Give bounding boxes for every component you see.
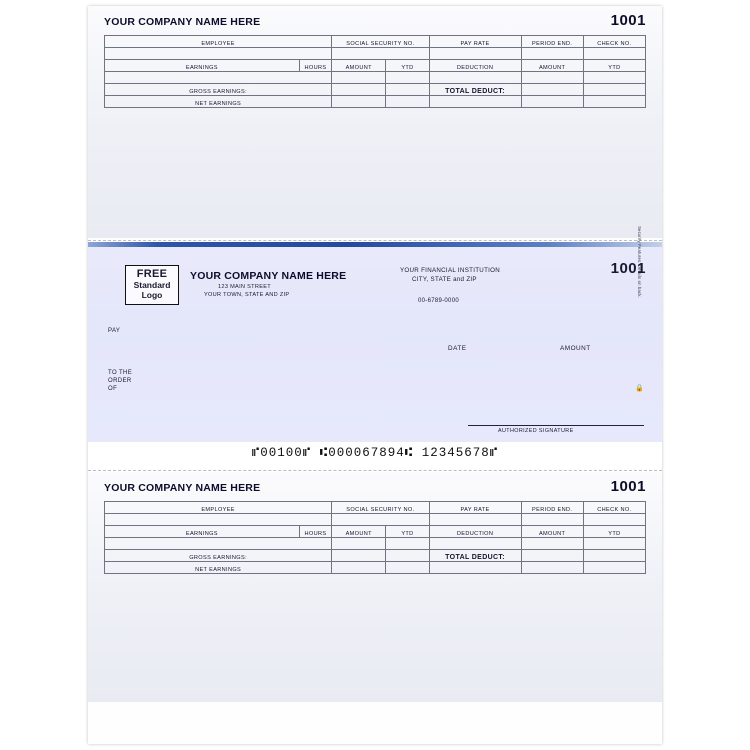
table-row (105, 84, 646, 96)
label-net-earnings: NET EARNINGS (105, 562, 332, 574)
col-header-period-end: PERIOD END. (521, 502, 583, 514)
security-features-note: Security Features. Details on back. (637, 226, 642, 298)
col-header-deduction: DEDUCTION (429, 526, 521, 538)
logo-line-standard: Standard (133, 280, 171, 290)
date-label: DATE (448, 345, 467, 352)
col-header-deduction-ytd: YTD (583, 60, 645, 72)
field-employee[interactable] (105, 48, 332, 60)
table-row (105, 550, 646, 562)
col-header-ssn: SOCIAL SECURITY NO. (332, 36, 429, 48)
field-net-deduction[interactable] (429, 96, 521, 108)
label-total-deduct: TOTAL DEDUCT: (429, 550, 521, 562)
check-number: 1001 (610, 12, 646, 29)
field-earnings-amount-body[interactable] (332, 72, 386, 84)
field-total-deduct[interactable] (521, 84, 583, 96)
field-deduction-ytd-body[interactable] (583, 538, 645, 550)
field-net-earnings-ytd[interactable] (386, 562, 429, 574)
check-number: 1001 (610, 260, 646, 277)
field-earnings-ytd-body[interactable] (386, 72, 429, 84)
field-gross-earnings-ytd[interactable] (386, 84, 429, 96)
perforation-line-bottom (88, 470, 662, 471)
signature-line (468, 425, 644, 426)
field-total-deduct-ytd[interactable] (583, 550, 645, 562)
table-row (105, 60, 646, 72)
label-total-deduct: TOTAL DEDUCT: (429, 84, 521, 96)
col-header-hours: HOURS (299, 60, 331, 72)
col-header-pay-rate: PAY RATE (429, 36, 521, 48)
micr-line: ⑈00100⑈ ⑆000067894⑆ 12345678⑈ (88, 442, 662, 468)
top-stub-content (100, 6, 650, 238)
field-employee[interactable] (105, 514, 332, 526)
pay-label: PAY (108, 328, 121, 334)
order-label-line3: OF (108, 386, 118, 392)
top-stub-table (104, 35, 646, 108)
field-total-deduct-ytd[interactable] (583, 84, 645, 96)
top-pay-stub (88, 6, 662, 238)
field-deduction-amount-body[interactable] (521, 72, 583, 84)
field-check-no[interactable] (583, 514, 645, 526)
table-row (105, 538, 646, 550)
col-header-deduction-amount: AMOUNT (521, 60, 583, 72)
field-deduction-ytd-body[interactable] (583, 72, 645, 84)
perforation-line-top (88, 240, 662, 241)
label-gross-earnings: GROSS EARNINGS: (105, 84, 332, 96)
field-net-deduction-amount[interactable] (521, 562, 583, 574)
field-net-earnings[interactable] (332, 96, 386, 108)
check-content (100, 226, 650, 442)
table-row (105, 96, 646, 108)
table-row (105, 48, 646, 60)
field-gross-earnings[interactable] (332, 550, 386, 562)
check-body (88, 226, 662, 442)
col-header-amount: AMOUNT (332, 60, 386, 72)
col-header-check-no: CHECK NO. (583, 502, 645, 514)
field-period-end[interactable] (521, 48, 583, 60)
lock-icon: 🔒 (635, 385, 644, 392)
col-header-hours: HOURS (299, 526, 331, 538)
authorized-signature-label: AUTHORIZED SIGNATURE (498, 428, 574, 434)
table-row (105, 36, 646, 48)
field-deduction-body[interactable] (429, 538, 521, 550)
amount-label: AMOUNT (560, 345, 591, 352)
bank-name: YOUR FINANCIAL INSTITUTION (400, 267, 501, 274)
check-company-name: YOUR COMPANY NAME HERE (190, 270, 347, 282)
field-pay-rate[interactable] (429, 514, 521, 526)
logo-placeholder (125, 265, 179, 305)
col-header-pay-rate: PAY RATE (429, 502, 521, 514)
bottom-stub-table (104, 501, 646, 574)
field-pay-rate[interactable] (429, 48, 521, 60)
field-net-earnings-ytd[interactable] (386, 96, 429, 108)
table-row (105, 72, 646, 84)
col-header-employee: EMPLOYEE (105, 36, 332, 48)
table-row (105, 514, 646, 526)
field-ssn[interactable] (332, 48, 429, 60)
field-deduction-body[interactable] (429, 72, 521, 84)
field-earnings-amount-body[interactable] (332, 538, 386, 550)
field-earnings-body[interactable] (105, 72, 332, 84)
field-net-deduction-ytd[interactable] (583, 96, 645, 108)
field-net-deduction[interactable] (429, 562, 521, 574)
col-header-ytd: YTD (386, 526, 429, 538)
bottom-stub-content (100, 472, 650, 702)
col-header-check-no: CHECK NO. (583, 36, 645, 48)
bottom-stub-header (100, 478, 650, 498)
field-gross-earnings[interactable] (332, 84, 386, 96)
col-header-ssn: SOCIAL SECURITY NO. (332, 502, 429, 514)
field-net-deduction-amount[interactable] (521, 96, 583, 108)
col-header-deduction-amount: AMOUNT (521, 526, 583, 538)
field-earnings-body[interactable] (105, 538, 332, 550)
order-label-line2: ORDER (108, 378, 132, 384)
field-earnings-ytd-body[interactable] (386, 538, 429, 550)
col-header-earnings: EARNINGS (105, 60, 300, 72)
company-name: YOUR COMPANY NAME HERE (104, 16, 261, 28)
check-document-page (88, 6, 662, 744)
bank-fraction: 00-6789-0000 (418, 298, 459, 304)
order-label-line1: TO THE (108, 370, 133, 376)
label-net-earnings: NET EARNINGS (105, 96, 332, 108)
col-header-employee: EMPLOYEE (105, 502, 332, 514)
field-deduction-amount-body[interactable] (521, 538, 583, 550)
top-stub-header (100, 12, 650, 32)
check-address-line1: 123 MAIN STREET (218, 284, 271, 290)
field-net-earnings[interactable] (332, 562, 386, 574)
table-row (105, 562, 646, 574)
check-address-line2: YOUR TOWN, STATE AND ZIP (204, 292, 290, 298)
field-total-deduct[interactable] (521, 550, 583, 562)
check-number: 1001 (610, 478, 646, 495)
field-check-no[interactable] (583, 48, 645, 60)
col-header-earnings: EARNINGS (105, 526, 300, 538)
field-period-end[interactable] (521, 514, 583, 526)
field-ssn[interactable] (332, 514, 429, 526)
logo-line-free: FREE (136, 268, 168, 280)
col-header-deduction-ytd: YTD (583, 526, 645, 538)
bottom-pay-stub (88, 472, 662, 702)
field-net-deduction-ytd[interactable] (583, 562, 645, 574)
table-row (105, 502, 646, 514)
col-header-amount: AMOUNT (332, 526, 386, 538)
logo-line-logo: Logo (141, 290, 163, 300)
col-header-ytd: YTD (386, 60, 429, 72)
label-gross-earnings: GROSS EARNINGS: (105, 550, 332, 562)
table-row (105, 526, 646, 538)
field-gross-earnings-ytd[interactable] (386, 550, 429, 562)
col-header-deduction: DEDUCTION (429, 60, 521, 72)
col-header-period-end: PERIOD END. (521, 36, 583, 48)
company-name: YOUR COMPANY NAME HERE (104, 482, 261, 494)
bank-city: CITY, STATE and ZIP (412, 276, 477, 283)
